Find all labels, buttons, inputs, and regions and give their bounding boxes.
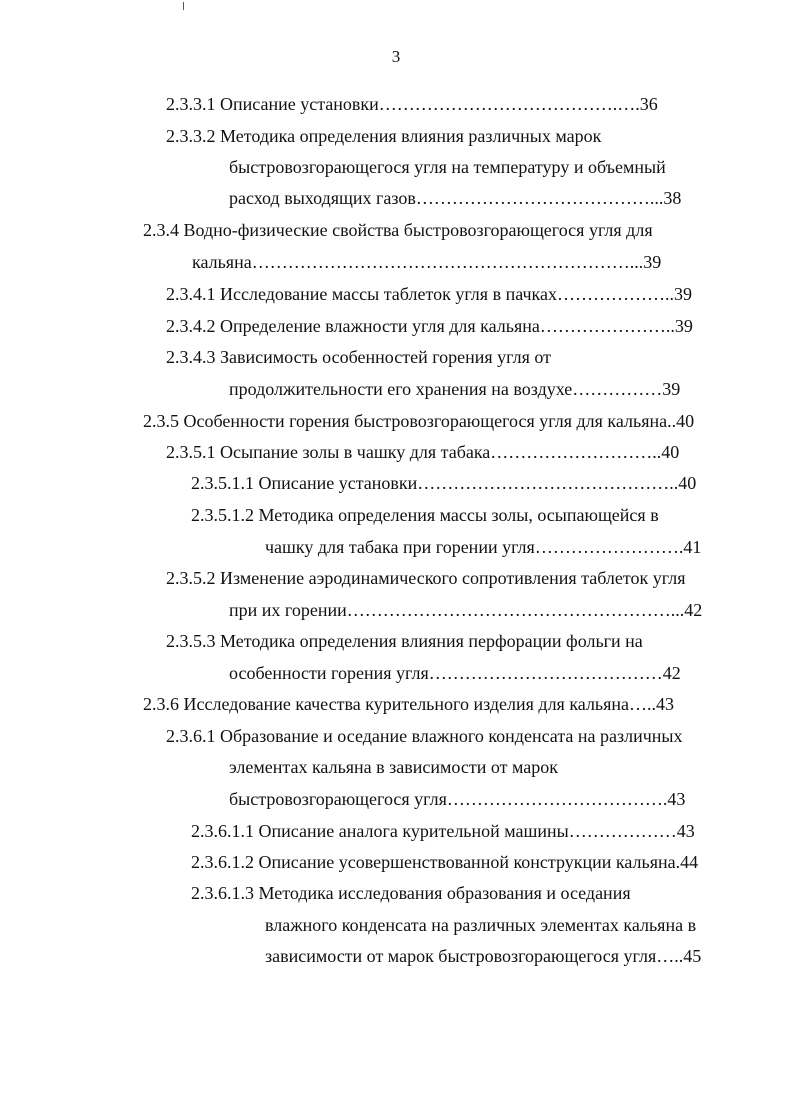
toc-line: 2.3.5.2 Изменение аэродинамического сопротивления таблеток угля: [166, 568, 686, 588]
toc-line: 2.3.5 Особенности горения быстровозгорающегося угля для кальяна..40: [143, 411, 695, 431]
toc-line: элементах кальяна в зависимости от марок: [229, 757, 558, 777]
toc-line: быстровозгорающегося угля……………………………….43: [229, 789, 686, 809]
toc-line: 2.3.5.1.1 Описание установки……………………………………..40: [191, 473, 697, 493]
toc-line: 2.3.4.2 Определение влажности угля для кальяна…………………..39: [166, 316, 693, 336]
toc-line: 2.3.5.1.2 Методика определения массы золы, осыпающейся в: [191, 505, 659, 525]
toc-line: 2.3.6 Исследование качества курительного изделия для кальяна…..43: [143, 694, 675, 714]
toc-line: кальяна………………………………………………………...39: [192, 252, 662, 272]
toc-line: 2.3.5.1 Осыпание золы в чашку для табака………………………..40: [166, 442, 680, 462]
toc-line: особенности горения угля…………………………………42: [229, 663, 681, 683]
toc-line: 2.3.6.1.3 Методика исследования образования и оседания: [191, 883, 631, 903]
toc-line: быстровозгорающегося угля на температуру и объемный: [229, 157, 666, 177]
toc-line: 2.3.3.2 Методика определения влияния различных марок: [166, 126, 602, 146]
toc-line: 2.3.4.3 Зависимость особенностей горения угля от: [166, 347, 552, 367]
scan-mark: [183, 2, 184, 10]
toc-line: 2.3.4 Водно-физические свойства быстровозгорающегося угля для: [143, 220, 653, 240]
toc-line: 2.3.4.1 Исследование массы таблеток угля в пачках………………..39: [166, 284, 692, 304]
toc-line: продолжительности его хранения на воздухе……………39: [229, 379, 681, 399]
page-number: 3: [391, 47, 401, 66]
toc-line: 2.3.6.1 Образование и оседание влажного конденсата на различных: [166, 726, 683, 746]
toc-line: расход выходящих газов…………………………………...38: [229, 188, 682, 208]
toc-line: чашку для табака при горении угля…………………….41: [265, 537, 702, 557]
toc-line: при их горении………………………………………………...42: [229, 600, 703, 620]
toc-line: 2.3.6.1.1 Описание аналога курительной машины………………43: [191, 821, 695, 841]
toc-line: 2.3.3.1 Описание установки………………………………….….36: [166, 94, 658, 114]
toc-line: 2.3.6.1.2 Описание усовершенствованной конструкции кальяна.44: [191, 852, 699, 872]
toc-line: зависимости от марок быстровозгорающегося угля…..45: [265, 946, 702, 966]
toc-line: влажного конденсата на различных элементах кальяна в: [265, 915, 697, 935]
toc-line: 2.3.5.3 Методика определения влияния перфорации фольги на: [166, 631, 643, 651]
